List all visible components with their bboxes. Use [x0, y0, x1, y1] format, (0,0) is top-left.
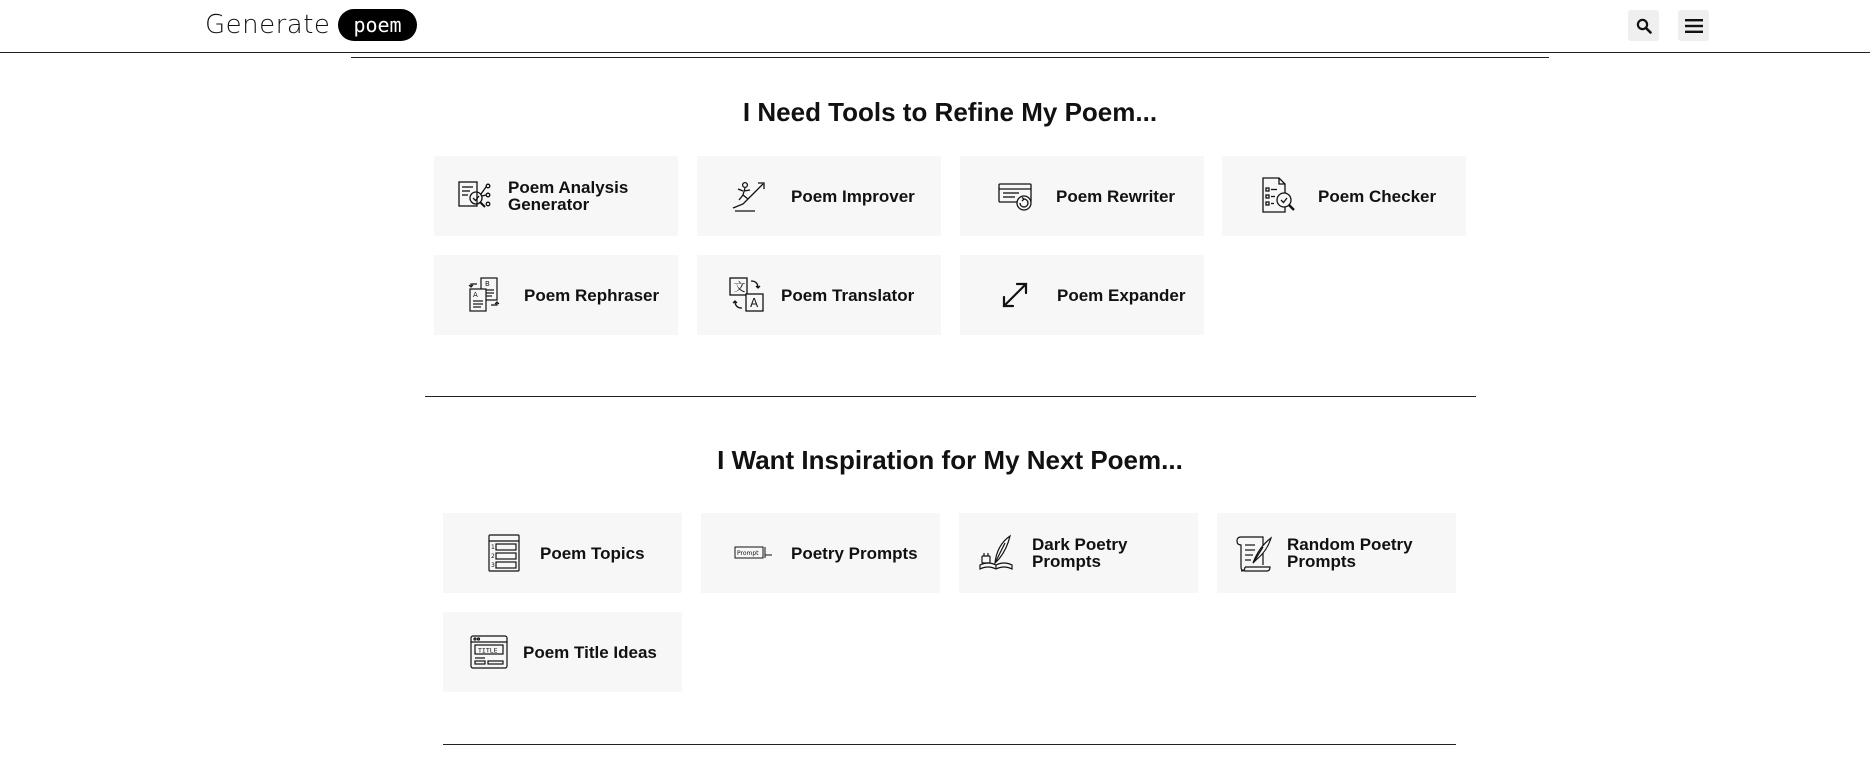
svg-text:A: A: [750, 296, 759, 310]
logo-text: Generate: [205, 10, 331, 40]
card-label-line-2: Prompts: [1287, 552, 1356, 571]
svg-text:A: A: [473, 291, 478, 299]
refine-section-title: I Need Tools to Refine My Poem...: [742, 97, 1158, 127]
expand-arrows-icon: [995, 275, 1035, 315]
card-poem-checker[interactable]: [1222, 156, 1466, 236]
numbered-list-icon: [484, 533, 524, 573]
card-poem-rephraser[interactable]: [434, 255, 678, 335]
card-label-line-1: Poem Analysis: [508, 178, 629, 197]
card-poem-translator[interactable]: [697, 255, 941, 335]
quill-book-icon: [977, 533, 1017, 573]
search-icon: [1636, 18, 1652, 34]
analysis-icon: [454, 176, 494, 216]
hamburger-menu-icon: [1685, 19, 1703, 33]
title-card-icon: [469, 632, 509, 672]
card-label-line-1: Random Poetry: [1287, 535, 1413, 554]
card-poetry-prompts[interactable]: [701, 513, 940, 593]
card-label-line-1: Dark Poetry: [1032, 535, 1128, 554]
prompt-icon-text: Prompt: [737, 550, 759, 557]
prompt-input-icon: [734, 533, 774, 573]
card-label: Poem Improver: [791, 186, 915, 206]
svg-text:1: 1: [491, 544, 495, 551]
card-label: Poem Topics: [540, 543, 645, 563]
site-header: [0, 0, 1870, 53]
card-label-line-2: Generator: [508, 195, 590, 214]
svg-text:3: 3: [491, 562, 495, 569]
card-label-line-2: Prompts: [1032, 552, 1101, 571]
menu-button[interactable]: [1678, 10, 1709, 41]
documents-swap-icon: [464, 275, 504, 315]
site-logo[interactable]: [205, 9, 417, 41]
card-poem-topics[interactable]: [443, 513, 682, 593]
card-random-poetry-prompts[interactable]: [1217, 513, 1456, 593]
document-magnifier-icon: [1258, 176, 1298, 216]
card-label: Poetry Prompts: [791, 543, 918, 563]
svg-text:B: B: [485, 280, 490, 288]
climbing-figure-icon: [729, 176, 769, 216]
top-divider: [351, 57, 1549, 58]
title-icon-text: TITLE: [478, 646, 498, 655]
inspiration-section-title: I Want Inspiration for My Next Poem...: [717, 445, 1183, 475]
card-label: Poem Rephraser: [524, 285, 660, 305]
card-poem-improver[interactable]: [697, 156, 941, 236]
svg-text:文: 文: [733, 280, 746, 294]
card-label: Poem Title Ideas: [523, 642, 657, 662]
card-label: Poem Rewriter: [1056, 186, 1176, 206]
translate-icon: [727, 275, 767, 315]
search-button[interactable]: [1628, 10, 1659, 41]
card-poem-expander[interactable]: [960, 255, 1204, 335]
section-divider: [425, 396, 1476, 397]
scroll-quill-icon: [1233, 533, 1273, 573]
card-label: Poem Checker: [1318, 186, 1437, 206]
card-label: Poem Translator: [781, 285, 915, 305]
card-poem-analysis-generator[interactable]: [434, 156, 678, 236]
card-poem-rewriter[interactable]: [960, 156, 1204, 236]
card-poem-title-ideas[interactable]: [443, 612, 682, 692]
rewrite-card-icon: [996, 176, 1036, 216]
card-dark-poetry-prompts[interactable]: [959, 513, 1198, 593]
bottom-divider: [443, 744, 1456, 745]
card-label: Poem Expander: [1057, 285, 1186, 305]
svg-text:2: 2: [491, 553, 495, 560]
logo-pill: poem: [338, 9, 416, 41]
